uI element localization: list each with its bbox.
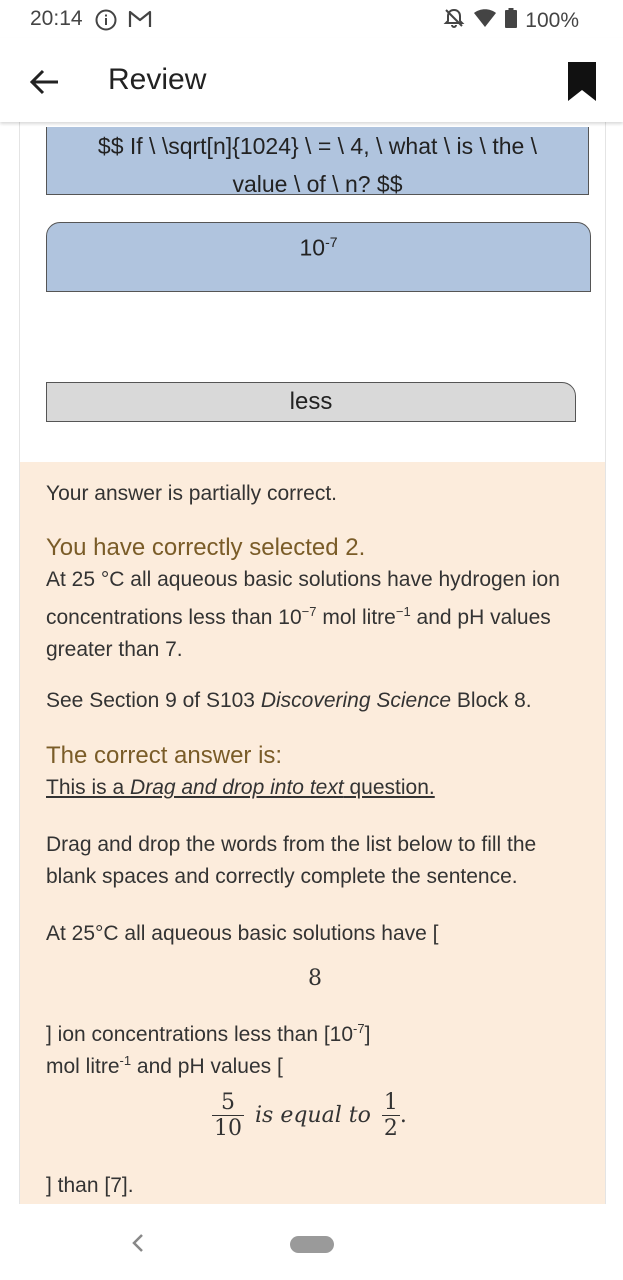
fraction-one-half: $\frac{1}{2}$ (383, 1090, 398, 1141)
see-section-text: See Section 9 of S103 Discovering Science Block 8. (46, 689, 532, 712)
review-content (19, 122, 606, 1204)
question-type-text: This is a Drag and drop into text question. (46, 776, 435, 799)
sentence-part-1: At 25°C all aqueous basic solutions have [ (46, 922, 439, 945)
home-pill[interactable] (290, 1236, 334, 1253)
question-latex-line1: $$ If \ \sqrt[n]{1024} \ = \ 4, \ what \ is \ the \ (97, 133, 538, 159)
bookmark-icon[interactable] (566, 62, 598, 107)
page-title: Review (108, 63, 207, 96)
sentence-part-4: ] than [7]. (46, 1174, 134, 1197)
gmail-icon (128, 9, 152, 34)
fraction-five-tenths: $\frac{5}{10}$ (214, 1090, 242, 1141)
battery-percent: 100% (525, 8, 579, 32)
math-expression-8: 8 (308, 966, 322, 991)
answer-value-base: 10 (299, 234, 326, 261)
back-arrow-icon[interactable] (26, 64, 62, 100)
notifications-off-icon (443, 7, 465, 34)
sentence-part-2: ] ion concentrations less than $[10^{-7}]$ (46, 1021, 371, 1046)
wifi-icon (473, 8, 497, 33)
correct-answer-heading: The correct answer is: (46, 742, 283, 769)
selected-heading: You have correctly selected 2. (46, 534, 366, 561)
nav-back-chevron-icon[interactable] (130, 1232, 146, 1259)
answer-value-box[interactable] (46, 222, 591, 292)
battery-icon (505, 8, 517, 33)
sentence-part-3: mol litre$^{-1}$ and pH values [ (46, 1053, 283, 1078)
question-latex-box[interactable] (46, 127, 589, 195)
status-time: 20:14 (30, 7, 83, 30)
instructions-text: Drag and drop the words from the list below to fill the blank spaces and correctly complete the sentence. (46, 833, 537, 888)
math-fraction-expression: $\frac{5}{10}$ is equal to $\frac{1}{2}$ . (214, 1090, 407, 1141)
status-bar (0, 0, 623, 38)
question-latex-line2: value \ of \ n? $$ (232, 171, 403, 197)
system-nav-bar (0, 1204, 623, 1280)
less-drag-item[interactable]: less (46, 382, 576, 422)
feedback-panel (20, 462, 605, 1204)
app-bar (0, 38, 623, 122)
explanation-text: At 25 °C all aqueous basic solutions have hydrogen ion concentrations less than $10^{-7}$ mol litre$^{-1}$ and pH values greater than 7. (46, 568, 560, 661)
partial-correct-text: Your answer is partially correct. (46, 482, 338, 505)
info-icon (95, 9, 117, 36)
answer-value-exponent: -7 (325, 234, 338, 250)
